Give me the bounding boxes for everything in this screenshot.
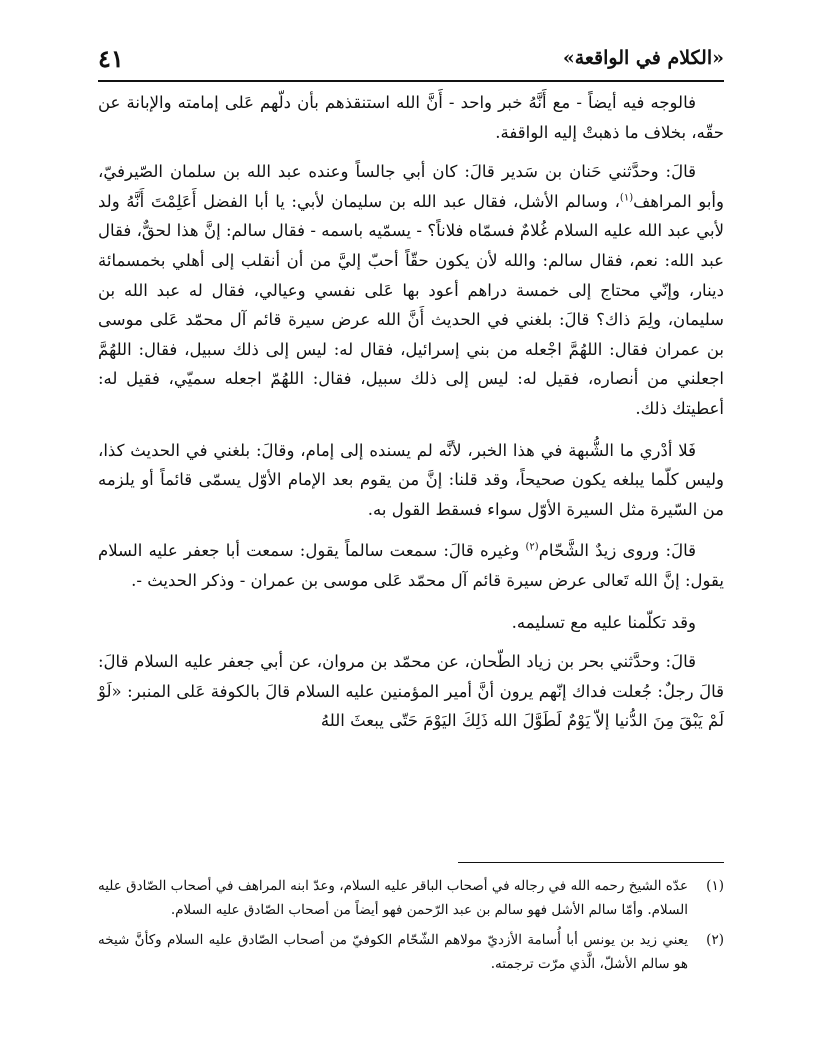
page-header [98,36,724,80]
paragraph [98,157,724,423]
footnote-separator [458,862,724,863]
footnote-number: (١) [706,878,724,894]
footnote [98,928,724,976]
footnote [98,874,724,922]
footnote-ref: (١) [619,192,634,204]
paragraph: فَلا أدْري ما الشُّبهة في هذا الخبر، لأنَّه لم يسنده إلى إمام، وقالَ: بلغني في الحديث كذا، وليس كلّما يبلغه يكون صحيحاً، وقد قلنا: إنَّ من يقوم بعد الإمام الأوّل يسمّى قائماً أو يلزمه من السّيرة مثل السيرة الأوّل سواء فسقط القول به. [98,440,724,519]
paragraph: فالوجه فيه أيضاً - مع أَنَّهُ خبر واحد - أَنَّ الله استنقذهم بأن دلّهم عَلى إمامته والإبانة عن حقّه، بخلاف ما ذهبتْ إليه الواقفة. [98,93,724,142]
footnote-text: يعني زيد بن يونس أبا أُسامة الأزديّ مولاهم الشّحّام الكوفيّ من أصحاب الصّادق عليه السلام وكأنَّ شيخه هو سالم الأشلّ، الَّذي مرّت ترجمته. [98,932,688,972]
footnote-number: (٢) [706,932,724,948]
paragraph [98,536,724,595]
paragraph-text: وغيره قالَ: سمعت سالماً يقول: سمعت أبا جعفر عليه السلام يقول: إنَّ الله تَعالى عرض سيرة قائم آل محمّد عَلى موسى بن عمران - وذكر الحديث -. [98,541,724,590]
page-number: ٤١ [98,43,124,73]
main-text [98,88,724,748]
paragraph: قالَ: وحدَّثني بحر بن زياد الطّحان، عن محمّد بن مروان، عن أبي جعفر عليه السلام قالَ: قالَ رجلٌ: جُعلت فداك إنّهم يرون أنَّ أمير المؤمنين عليه السلام قالَ بالكوفة عَلى المنبر: «لَوْ لَمْ يَبْقَ مِنَ الدُّنيا إلاّ يَوْمٌ لَطَوَّلَ الله ذَلِكَ اليَوْمَ حَتّى يبعثَ اللهُ [98,652,724,731]
footnote-ref: (٢) [525,541,539,553]
header-rule [98,80,724,82]
paragraph: وقد تكلّمنا عليه مع تسليمه. [511,612,696,632]
footnote-text: عدّه الشيخ رحمه الله في رجاله في أصحاب الباقر عليه السلام، وعدّ ابنه المراهف في أصحاب الصّادق عليه السلام. وأمّا سالم الأشل فهو سالم بن عبد الرّحمن فهو أيضاً من أصحاب الصّادق عليه السلام. [98,878,688,918]
paragraph-text: ، وسالم الأشل، فقال عبد الله بن سليمان لأبي: يا أبا الفضل أَعَلِمْتَ أَنَّهُ ولد لأبي عبد الله عليه السلام غُلامٌ فسمّاه فلاناً؟ - يسمّيه باسمه - فقال سالم: إنَّ هذا لحقٌّ، فقال عبد الله: نعم، فقال سالم: والله لأن يكون حقّاً أحبّ إليَّ من أن أنقلب إلى أهلي بخمسمائة دينار، وإنّي محتاج إلى خمسة دراهم أعود بها عَلى نفسي وعيالي، فقال له عبد الله بن سليمان، ولِمَ ذاك؟ قالَ: بلغني في الحديث أَنَّ الله عرض سيرة قائم آل محمّد عَلى موسى بن عمران فقال: اللهُمَّ اجْعله من بني إسرائيل، فقال له: ليس إلى ذلك سبيل، فقال: اللهُمَّ اجعلني من أنصاره، فقيل له: ليس إلى ذلك سبيل، فقال: اللهُمّ اجعله سميّي، فقيل له: أعطيتك ذلك. [98,191,724,418]
paragraph-text: قالَ: وحدَّثني حَنان بن سَدير قالَ: كان أبي جالساً وعنده عبد الله بن سلمان الصّيرفيّ، وأبو المراهف [98,162,724,211]
footnotes [98,874,724,982]
running-title: «الكلام في الواقعة» [562,47,724,69]
paragraph-text: قالَ: وروى زيدٌ الشَّحّام [538,541,696,561]
